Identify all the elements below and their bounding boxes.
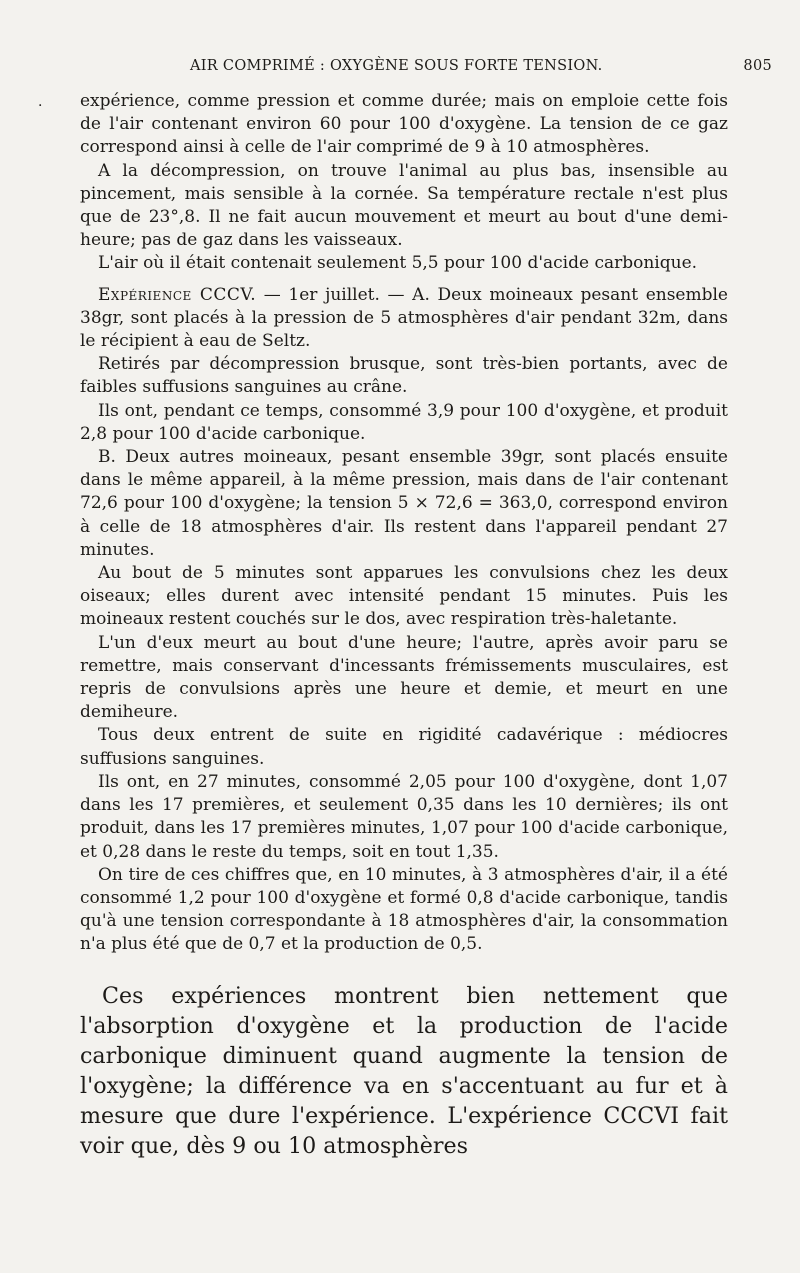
paragraph: A la décompression, on trouve l'animal au plus bas, insensible au pincement, mais sensible à la cornée. Sa température rectale n'est plus que de 23°,8. Il ne fait aucun mouvement et meurt au bout d'une demi-heure; pas de gaz dans les vaisseaux. (80, 160, 728, 251)
paragraph: Au bout de 5 minutes sont apparues les convulsions chez les deux oiseaux; elles durent avec intensité pendant 15 minutes. Puis les moineaux restent couchés sur le dos, avec respiration très-haletante. (80, 563, 728, 630)
paragraph: L'air où il était contenait seulement 5,5 pour 100 d'acide carbonique. (98, 253, 698, 274)
body-text (80, 90, 728, 957)
paragraph: B. Deux autres moineaux, pesant ensemble 39gr, sont placés ensuite dans le même appareil, à la même pression, mais dans de l'air contenant 72,6 pour 100 d'oxygène; la tension 5 × 72,6 = 363,0, correspond environ à celle de 18 atmosphères d'air. Ils restent dans l'appareil pendant 27 minutes. (80, 447, 728, 560)
running-title: AIR COMPRIMÉ : OXYGÈNE SOUS FORTE TENSION. (190, 58, 603, 74)
conclusion-paragraph: Ces expériences montrent bien nettement que l'absorption d'oxygène et la production de l'acide carbonique diminuent quand augmente la tension de l'oxygène; la différence va en s'accentuant au fur et à mesure que dure l'expérience. L'expérience CCCVI fait voir que, dès 9 ou 10 atmosphères (80, 982, 728, 1159)
paragraph: L'un d'eux meurt au bout d'une heure; l'autre, après avoir paru se remettre, mais conservant d'incessants frémissements musculaires, est repris de convulsions après une heure et demie, et meurt en une demiheure. (80, 632, 728, 723)
experiment-lead: — 1er juillet. — A. Deux moineaux pesant ensemble 38gr, sont placés à la pression de 5 atmosphères d'air pendant 32m, dans le récipient à eau de Seltz. (80, 284, 728, 352)
experiment-paragraph (80, 284, 728, 354)
paragraph: Tous deux entrent de suite en rigidité cadavérique : médiocres suffusions sanguines. (80, 725, 728, 769)
page-number: 805 (743, 58, 772, 74)
paragraph: Ils ont, pendant ce temps, consommé 3,9 pour 100 d'oxygène, et produit 2,8 pour 100 d'acide carbonique. (80, 400, 728, 444)
paragraph: expérience, comme pression et comme durée; mais on emploie cette fois de l'air contenant environ 60 pour 100 d'oxygène. La tension de ce gaz correspond ainsi à celle de l'air comprimé de 9 à 10 atmosphères. (80, 91, 728, 158)
paragraph: On tire de ces chiffres que, en 10 minutes, à 3 atmosphères d'air, il a été consommé 1,2 pour 100 d'oxygène et formé 0,8 d'acide carbonique, tandis qu'à une tension correspondante à 18 atmosphères d'air, la consommation n'a plus été que de 0,7 et la production de 0,5. (80, 864, 728, 955)
conclusion-text (80, 981, 728, 1161)
running-header (80, 58, 772, 88)
paragraph: Retirés par décompression brusque, sont très-bien portants, avec de faibles suffusions sanguines au crâne. (80, 354, 728, 398)
margin-mark: · (38, 98, 43, 114)
experiment-label: Expérience CCCV. (98, 284, 257, 305)
paragraph: Ils ont, en 27 minutes, consommé 2,05 pour 100 d'oxygène, dont 1,07 dans les 17 premières, et seulement 0,35 dans les 10 dernières; ils ont produit, dans les 17 premières minutes, 1,07 pour 100 d'acide carbonique, et 0,28 dans le reste du temps, soit en tout 1,35. (80, 771, 728, 862)
